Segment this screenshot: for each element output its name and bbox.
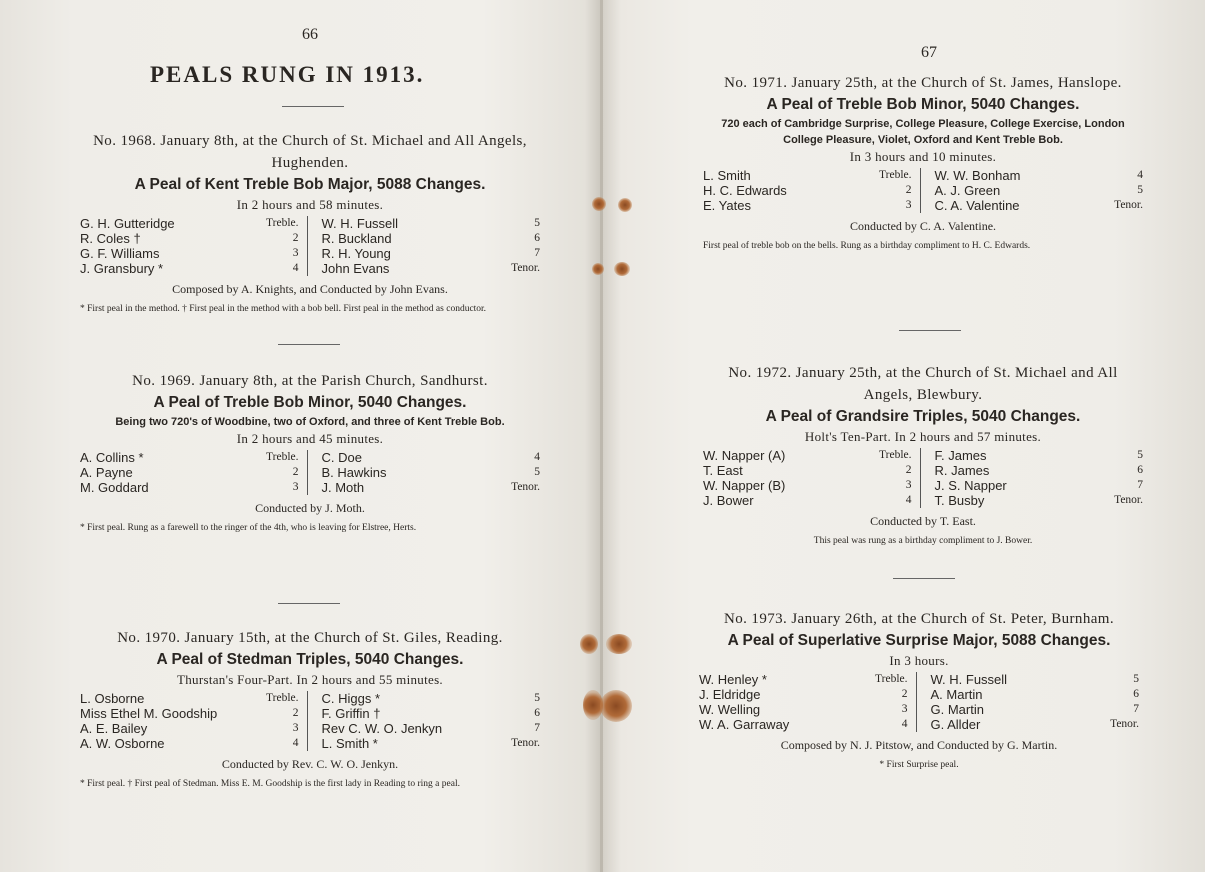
- ringer-name: A. Payne: [80, 465, 133, 480]
- ringer-name: John Evans: [321, 261, 390, 276]
- peal-name: A Peal of Treble Bob Minor, 5040 Changes.: [766, 96, 1080, 113]
- ringer-row: [703, 463, 912, 478]
- bell-number: 3: [292, 722, 299, 734]
- bell-number: Treble.: [875, 673, 908, 685]
- ringer-row: [80, 465, 299, 480]
- conducted-by: Conducted by Rev. C. W. O. Jenkyn.: [221, 757, 399, 771]
- bell-number: 4: [534, 451, 540, 463]
- peal-title: No. 1972. January 25th, at the Church of St. Michael and All Angels, Blewbury.: [728, 365, 1118, 403]
- bell-number: 7: [534, 722, 540, 734]
- ringer-name: C. Doe: [321, 450, 362, 465]
- bell-number: Tenor.: [511, 737, 540, 749]
- ringer-row: [935, 448, 1144, 463]
- rust-stain: [606, 634, 632, 654]
- ringer-row: [703, 198, 912, 213]
- ringer-name: W. Henley *: [699, 672, 767, 687]
- bell-number: Tenor.: [1114, 199, 1143, 211]
- ringer-row: [80, 706, 299, 721]
- ringer-row: [935, 493, 1144, 508]
- ringer-name: L. Smith: [703, 168, 751, 183]
- conducted-by: Composed by N. J. Pitstow, and Conducted by G. Martin.: [780, 738, 1058, 752]
- bell-number: 4: [1137, 169, 1143, 181]
- ringer-row: [80, 246, 299, 261]
- bell-number: Treble.: [266, 217, 299, 229]
- bell-number: Treble.: [266, 451, 299, 463]
- peal-title: No. 1969. January 8th, at the Parish Church, Sandhurst.: [132, 373, 488, 389]
- bell-number: 5: [1137, 184, 1143, 196]
- bell-number: 6: [534, 707, 540, 719]
- bell-number: 6: [1133, 688, 1139, 700]
- ringer-row: [703, 478, 912, 493]
- ringer-name: Rev C. W. O. Jenkyn: [321, 721, 443, 736]
- band-column-left: [703, 448, 921, 508]
- bell-number: 7: [1133, 703, 1139, 715]
- ringer-row: [80, 736, 299, 751]
- ringer-name: J. Moth: [321, 480, 365, 495]
- ringer-name: C. Higgs *: [321, 691, 381, 706]
- ringer-name: M. Goddard: [80, 480, 149, 495]
- ringer-name: A. E. Bailey: [80, 721, 148, 736]
- bell-number: 4: [292, 737, 299, 749]
- peal-record: [80, 130, 540, 315]
- ringer-row: [80, 231, 299, 246]
- ringer-name: A. W. Osborne: [80, 736, 165, 751]
- bell-number: 2: [905, 464, 912, 476]
- divider: [278, 344, 340, 345]
- ringer-name: B. Hawkins: [321, 465, 387, 480]
- peal-record: [699, 608, 1139, 771]
- ringer-name: A. J. Green: [934, 183, 1001, 198]
- ringer-row: [699, 672, 908, 687]
- peal-time: In 3 hours.: [889, 653, 949, 668]
- bell-number: 3: [905, 479, 912, 491]
- footnote: * First peal. Rung as a farewell to the ringer of the 4th, who is leaving for Elstree, Herts.: [80, 523, 417, 533]
- peal-title: No. 1973. January 26th, at the Church of St. Peter, Burnham.: [723, 611, 1114, 627]
- rust-stain: [618, 198, 632, 212]
- band-list: [699, 672, 1139, 732]
- ringer-name: R. Buckland: [321, 231, 392, 246]
- ringer-row: [322, 736, 541, 751]
- ringer-name: W. H. Fussell: [930, 672, 1008, 687]
- peal-record: [80, 370, 540, 534]
- ringer-row: [703, 448, 912, 463]
- ringer-row: [322, 261, 541, 276]
- ringer-row: [322, 216, 541, 231]
- ringer-row: [699, 702, 908, 717]
- ringer-name: R. H. Young: [321, 246, 391, 261]
- bell-number: Treble.: [879, 449, 912, 461]
- band-list: [703, 448, 1143, 508]
- bell-number: 4: [905, 494, 912, 506]
- conducted-by: Conducted by T. East.: [870, 514, 976, 528]
- bell-number: 5: [534, 217, 540, 229]
- ringer-row: [931, 687, 1140, 702]
- conducted-by: Conducted by C. A. Valentine.: [849, 219, 997, 233]
- band-column-left: [80, 691, 308, 751]
- ringer-row: [322, 231, 541, 246]
- peal-time: In 2 hours and 45 minutes.: [236, 431, 384, 446]
- ringer-name: T. Busby: [934, 493, 985, 508]
- ringer-row: [80, 216, 299, 231]
- bell-number: 5: [534, 692, 540, 704]
- ringer-row: [322, 691, 541, 706]
- band-column-left: [703, 168, 921, 213]
- divider: [893, 578, 955, 579]
- peal-subnote: Being two 720's of Woodbine, two of Oxford, and three of Kent Treble Bob.: [115, 416, 505, 428]
- band-column-right: [921, 168, 1144, 213]
- bell-number: Treble.: [879, 169, 912, 181]
- ringer-row: [935, 478, 1144, 493]
- rust-stain: [592, 197, 606, 211]
- ringer-name: A. Collins *: [80, 450, 144, 465]
- bell-number: 3: [901, 703, 908, 715]
- ringer-row: [699, 687, 908, 702]
- peal-title: No. 1968. January 8th, at the Church of St. Michael and All Angels, Hughenden.: [93, 133, 527, 171]
- ringer-name: W. A. Garraway: [699, 717, 790, 732]
- ringer-name: F. Griffin †: [321, 706, 381, 721]
- ringer-row: [322, 706, 541, 721]
- bell-number: 5: [1133, 673, 1139, 685]
- ringer-row: [322, 246, 541, 261]
- ringer-row: [935, 198, 1144, 213]
- bell-number: 3: [292, 247, 299, 259]
- ringer-name: F. James: [934, 448, 987, 463]
- bell-number: 5: [534, 466, 540, 478]
- rust-stain: [600, 690, 632, 722]
- ringer-row: [80, 721, 299, 736]
- band-list: [80, 450, 540, 495]
- divider: [899, 330, 961, 331]
- ringer-row: [703, 183, 912, 198]
- divider: [282, 106, 344, 107]
- bell-number: 3: [905, 199, 912, 211]
- ringer-name: G. Allder: [930, 717, 981, 732]
- ringer-row: [80, 450, 299, 465]
- ringer-row: [699, 717, 908, 732]
- bell-number: Tenor.: [511, 481, 540, 493]
- page-number: 67: [921, 44, 937, 61]
- ringer-name: W. W. Bonham: [934, 168, 1021, 183]
- ringer-row: [322, 480, 541, 495]
- band-column-right: [921, 448, 1144, 508]
- ringer-row: [80, 691, 299, 706]
- bell-number: Tenor.: [511, 262, 540, 274]
- peal-subnote: 720 each of Cambridge Surprise, College Pleasure, College Exercise, London College Pleasure, Violet, Oxford and Kent Treble Bob.: [721, 118, 1125, 146]
- rust-stain: [614, 262, 630, 276]
- band-column-right: [308, 450, 541, 495]
- bell-number: 2: [292, 232, 299, 244]
- ringer-name: C. A. Valentine: [934, 198, 1020, 213]
- bell-number: 7: [1137, 479, 1143, 491]
- peal-name: A Peal of Treble Bob Minor, 5040 Changes.: [153, 394, 467, 411]
- ringer-name: W. H. Fussell: [321, 216, 399, 231]
- peal-time: In 2 hours and 58 minutes.: [236, 197, 384, 212]
- ringer-name: R. Coles †: [80, 231, 141, 246]
- bell-number: 5: [1137, 449, 1143, 461]
- ringer-row: [703, 493, 912, 508]
- conducted-by: Conducted by J. Moth.: [255, 501, 365, 515]
- ringer-name: L. Osborne: [80, 691, 145, 706]
- ringer-name: J. Gransbury *: [80, 261, 164, 276]
- band-column-right: [308, 216, 541, 276]
- ringer-row: [935, 168, 1144, 183]
- ringer-name: R. James: [934, 463, 990, 478]
- peal-time: Holt's Ten-Part. In 2 hours and 57 minutes.: [804, 429, 1042, 444]
- ringer-name: W. Napper (A): [703, 448, 786, 463]
- bell-number: Tenor.: [1114, 494, 1143, 506]
- ringer-name: T. East: [703, 463, 743, 478]
- ringer-name: W. Napper (B): [703, 478, 786, 493]
- footnote: * First peal in the method. † First peal in the method with a bob bell. First peal in the method as conductor.: [80, 304, 487, 314]
- footnote: This peal was rung as a birthday compliment to J. Bower.: [813, 536, 1033, 546]
- bell-number: Tenor.: [1110, 718, 1139, 730]
- ringer-name: G. H. Gutteridge: [80, 216, 175, 231]
- band-list: [703, 168, 1143, 213]
- bell-number: 2: [905, 184, 912, 196]
- peal-name: A Peal of Grandsire Triples, 5040 Changes.: [765, 408, 1081, 425]
- ringer-row: [322, 721, 541, 736]
- bell-number: Treble.: [266, 692, 299, 704]
- ringer-row: [931, 672, 1140, 687]
- ringer-row: [935, 183, 1144, 198]
- rust-stain: [592, 263, 604, 275]
- bell-number: 2: [292, 466, 299, 478]
- footnote: * First Surprise peal.: [879, 760, 959, 770]
- rust-stain: [580, 634, 598, 654]
- bell-number: 2: [292, 707, 299, 719]
- footnote: * First peal. † First peal of Stedman. Miss E. M. Goodship is the first lady in Reading to ring a peal.: [80, 779, 460, 789]
- footnote: First peal of treble bob on the bells. Rung as a birthday compliment to H. C. Edwards.: [703, 241, 1031, 251]
- band-column-left: [80, 450, 308, 495]
- ringer-name: J. S. Napper: [934, 478, 1007, 493]
- bell-number: 7: [534, 247, 540, 259]
- peal-record: [703, 72, 1143, 252]
- ringer-row: [935, 463, 1144, 478]
- bell-number: 4: [292, 262, 299, 274]
- peal-name: A Peal of Superlative Surprise Major, 5088 Changes.: [727, 632, 1111, 649]
- ringer-row: [322, 465, 541, 480]
- peal-time: In 3 hours and 10 minutes.: [849, 149, 997, 164]
- band-column-right: [308, 691, 541, 751]
- page-heading: PEALS RUNG IN 1913.: [150, 62, 425, 87]
- ringer-row: [80, 480, 299, 495]
- ringer-name: J. Eldridge: [699, 687, 761, 702]
- divider: [278, 603, 340, 604]
- ringer-name: J. Bower: [703, 493, 754, 508]
- ringer-row: [931, 702, 1140, 717]
- peal-name: A Peal of Kent Treble Bob Major, 5088 Changes.: [134, 176, 486, 193]
- ringer-name: A. Martin: [930, 687, 983, 702]
- peal-name: A Peal of Stedman Triples, 5040 Changes.: [156, 651, 464, 668]
- ringer-row: [931, 717, 1140, 732]
- ringer-name: H. C. Edwards: [703, 183, 787, 198]
- ringer-row: [703, 168, 912, 183]
- band-column-left: [699, 672, 917, 732]
- conducted-by: Composed by A. Knights, and Conducted by John Evans.: [172, 282, 448, 296]
- bell-number: 6: [1137, 464, 1143, 476]
- peal-record: [80, 627, 540, 790]
- band-column-left: [80, 216, 308, 276]
- band-column-right: [917, 672, 1140, 732]
- band-list: [80, 216, 540, 276]
- bell-number: 4: [901, 718, 908, 730]
- ringer-name: Miss Ethel M. Goodship: [80, 706, 218, 721]
- peal-record: [703, 362, 1143, 547]
- bell-number: 6: [534, 232, 540, 244]
- ringer-row: [322, 450, 541, 465]
- ringer-name: E. Yates: [703, 198, 751, 213]
- page-number: 66: [302, 26, 318, 43]
- ringer-name: G. F. Williams: [80, 246, 160, 261]
- ringer-row: [80, 261, 299, 276]
- bell-number: 3: [292, 481, 299, 493]
- band-list: [80, 691, 540, 751]
- right-page: [603, 0, 1205, 872]
- peal-time: Thurstan's Four-Part. In 2 hours and 55 minutes.: [177, 672, 443, 687]
- peal-title: No. 1970. January 15th, at the Church of St. Giles, Reading.: [117, 630, 503, 646]
- bell-number: 2: [901, 688, 908, 700]
- peal-title: No. 1971. January 25th, at the Church of St. James, Hanslope.: [724, 75, 1122, 91]
- ringer-name: W. Welling: [699, 702, 761, 717]
- ringer-name: G. Martin: [930, 702, 984, 717]
- ringer-name: L. Smith *: [321, 736, 378, 751]
